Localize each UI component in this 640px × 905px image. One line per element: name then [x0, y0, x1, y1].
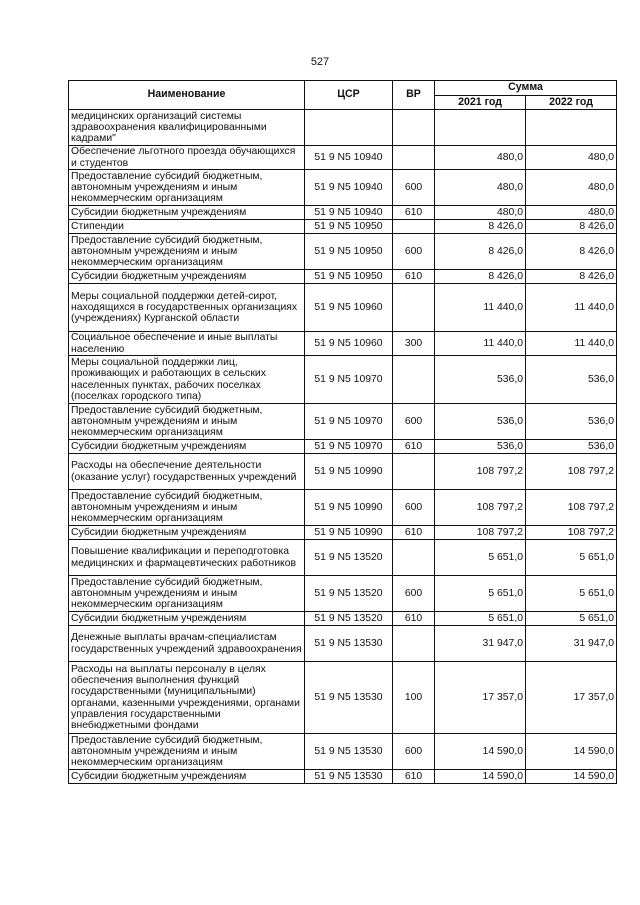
row-csr: 51 9 N5 10970 — [305, 404, 393, 440]
table-row — [69, 284, 617, 332]
row-sum-2022: 108 797,2 — [526, 454, 617, 490]
row-csr: 51 9 N5 13530 — [305, 770, 393, 784]
row-vr: 610 — [393, 270, 435, 284]
row-vr — [393, 454, 435, 490]
row-name: Меры социальной поддержки лиц, проживающих и работающих в сельских населенных пунктах, рабочих поселках (поселках городского типа) — [69, 356, 305, 404]
row-vr: 610 — [393, 526, 435, 540]
row-sum-2022: 480,0 — [526, 146, 617, 170]
row-csr: 51 9 N5 13520 — [305, 612, 393, 626]
row-vr: 600 — [393, 490, 435, 526]
row-sum-2022: 14 590,0 — [526, 734, 617, 770]
row-name: Предоставление субсидий бюджетным, автономным учреждениям и иным некоммерческим организациям — [69, 490, 305, 526]
row-name: Расходы на выплаты персоналу в целях обеспечения выполнения функций государственными (муниципальными) органами, казенными учреждениями, органами управления государственными внебюджетными фондами — [69, 662, 305, 734]
row-csr: 51 9 N5 13520 — [305, 540, 393, 576]
row-name: Субсидии бюджетным учреждениям — [69, 270, 305, 284]
table-row — [69, 206, 617, 220]
row-sum-2021: 11 440,0 — [435, 332, 526, 356]
row-sum-2021: 17 357,0 — [435, 662, 526, 734]
row-sum-2021: 480,0 — [435, 206, 526, 220]
row-vr — [393, 110, 435, 146]
table-row — [69, 404, 617, 440]
table-row — [69, 490, 617, 526]
row-sum-2022: 17 357,0 — [526, 662, 617, 734]
row-sum-2021: 536,0 — [435, 440, 526, 454]
row-vr: 600 — [393, 576, 435, 612]
row-name: Субсидии бюджетным учреждениям — [69, 206, 305, 220]
row-name: Субсидии бюджетным учреждениям — [69, 770, 305, 784]
row-name: Расходы на обеспечение деятельности (оказание услуг) государственных учреждений — [69, 454, 305, 490]
row-csr: 51 9 N5 10950 — [305, 270, 393, 284]
row-csr: 51 9 N5 13530 — [305, 626, 393, 662]
table-row — [69, 146, 617, 170]
row-name: Предоставление субсидий бюджетным, автономным учреждениям и иным некоммерческим организациям — [69, 170, 305, 206]
row-sum-2021: 8 426,0 — [435, 270, 526, 284]
table-row — [69, 170, 617, 206]
row-vr: 600 — [393, 404, 435, 440]
row-vr — [393, 284, 435, 332]
row-name: Предоставление субсидий бюджетным, автономным учреждениям и иным некоммерческим организациям — [69, 734, 305, 770]
row-sum-2022: 11 440,0 — [526, 284, 617, 332]
row-name: Предоставление субсидий бюджетным, автономным учреждениям и иным некоммерческим организациям — [69, 404, 305, 440]
row-sum-2022 — [526, 110, 617, 146]
row-name: Субсидии бюджетным учреждениям — [69, 440, 305, 454]
row-sum-2021: 8 426,0 — [435, 220, 526, 234]
table-row — [69, 612, 617, 626]
row-sum-2022: 480,0 — [526, 170, 617, 206]
row-sum-2021: 536,0 — [435, 356, 526, 404]
row-sum-2021 — [435, 110, 526, 146]
header-vr: ВР — [393, 81, 435, 110]
row-csr — [305, 110, 393, 146]
row-sum-2022: 31 947,0 — [526, 626, 617, 662]
row-sum-2022: 5 651,0 — [526, 612, 617, 626]
row-csr: 51 9 N5 10940 — [305, 146, 393, 170]
header-2021: 2021 год — [435, 96, 526, 110]
table-row — [69, 454, 617, 490]
row-sum-2022: 14 590,0 — [526, 770, 617, 784]
row-csr: 51 9 N5 10970 — [305, 356, 393, 404]
table-row — [69, 770, 617, 784]
row-name: Денежные выплаты врачам-специалистам государственных учреждений здравоохранения — [69, 626, 305, 662]
row-sum-2022: 108 797,2 — [526, 526, 617, 540]
row-sum-2021: 11 440,0 — [435, 284, 526, 332]
row-csr: 51 9 N5 10990 — [305, 490, 393, 526]
row-vr: 610 — [393, 612, 435, 626]
row-sum-2021: 108 797,2 — [435, 454, 526, 490]
table-header — [69, 81, 617, 110]
row-name: Предоставление субсидий бюджетным, автономным учреждениям и иным некоммерческим организациям — [69, 234, 305, 270]
row-sum-2022: 8 426,0 — [526, 234, 617, 270]
row-name: Субсидии бюджетным учреждениям — [69, 526, 305, 540]
row-csr: 51 9 N5 10950 — [305, 234, 393, 270]
row-sum-2022: 480,0 — [526, 206, 617, 220]
row-name: Стипендии — [69, 220, 305, 234]
row-sum-2022: 8 426,0 — [526, 220, 617, 234]
row-name: Повышение квалификации и переподготовка медицинских и фармацевтических работников — [69, 540, 305, 576]
row-name: Социальное обеспечение и иные выплаты населению — [69, 332, 305, 356]
row-vr: 610 — [393, 440, 435, 454]
table-row — [69, 110, 617, 146]
table-row — [69, 332, 617, 356]
row-sum-2022: 5 651,0 — [526, 576, 617, 612]
table-body — [69, 110, 617, 784]
row-csr: 51 9 N5 10940 — [305, 206, 393, 220]
table-row — [69, 576, 617, 612]
row-sum-2021: 5 651,0 — [435, 540, 526, 576]
row-csr: 51 9 N5 13520 — [305, 576, 393, 612]
row-sum-2021: 108 797,2 — [435, 526, 526, 540]
header-sum: Сумма — [435, 81, 617, 96]
row-csr: 51 9 N5 10950 — [305, 220, 393, 234]
page-number: 527 — [310, 56, 330, 68]
row-vr — [393, 540, 435, 576]
row-sum-2021: 14 590,0 — [435, 734, 526, 770]
row-name: медицинских организаций системы здравоохранения квалифицированными кадрами" — [69, 110, 305, 146]
budget-table — [68, 80, 617, 784]
row-name: Меры социальной поддержки детей-сирот, находящихся в государственных организациях (учреждениях) Курганской области — [69, 284, 305, 332]
row-sum-2021: 8 426,0 — [435, 234, 526, 270]
row-name: Предоставление субсидий бюджетным, автономным учреждениям и иным некоммерческим организациям — [69, 576, 305, 612]
row-sum-2022: 8 426,0 — [526, 270, 617, 284]
row-csr: 51 9 N5 10990 — [305, 454, 393, 490]
row-vr: 600 — [393, 734, 435, 770]
row-sum-2022: 5 651,0 — [526, 540, 617, 576]
table-row — [69, 356, 617, 404]
table-row — [69, 662, 617, 734]
row-sum-2021: 480,0 — [435, 170, 526, 206]
row-csr: 51 9 N5 10970 — [305, 440, 393, 454]
row-sum-2021: 14 590,0 — [435, 770, 526, 784]
row-vr: 610 — [393, 206, 435, 220]
table-row — [69, 234, 617, 270]
row-sum-2021: 5 651,0 — [435, 576, 526, 612]
row-csr: 51 9 N5 10960 — [305, 332, 393, 356]
row-vr: 600 — [393, 234, 435, 270]
header-name: Наименование — [69, 81, 305, 110]
table-row — [69, 734, 617, 770]
header-csr: ЦСР — [305, 81, 393, 110]
table-row — [69, 440, 617, 454]
row-sum-2022: 536,0 — [526, 356, 617, 404]
row-vr — [393, 220, 435, 234]
row-csr: 51 9 N5 10960 — [305, 284, 393, 332]
row-sum-2021: 108 797,2 — [435, 490, 526, 526]
table-row — [69, 540, 617, 576]
table-row — [69, 526, 617, 540]
row-sum-2021: 31 947,0 — [435, 626, 526, 662]
row-name: Обеспечение льготного проезда обучающихся и студентов — [69, 146, 305, 170]
row-sum-2021: 480,0 — [435, 146, 526, 170]
row-sum-2022: 536,0 — [526, 440, 617, 454]
row-sum-2022: 536,0 — [526, 404, 617, 440]
row-vr — [393, 356, 435, 404]
table-row — [69, 270, 617, 284]
row-sum-2022: 11 440,0 — [526, 332, 617, 356]
row-vr: 610 — [393, 770, 435, 784]
row-csr: 51 9 N5 10990 — [305, 526, 393, 540]
row-sum-2021: 5 651,0 — [435, 612, 526, 626]
row-vr — [393, 626, 435, 662]
row-vr — [393, 146, 435, 170]
row-sum-2021: 536,0 — [435, 404, 526, 440]
table-row — [69, 626, 617, 662]
row-csr: 51 9 N5 13530 — [305, 662, 393, 734]
row-sum-2022: 108 797,2 — [526, 490, 617, 526]
row-csr: 51 9 N5 13530 — [305, 734, 393, 770]
header-2022: 2022 год — [526, 96, 617, 110]
row-vr: 300 — [393, 332, 435, 356]
table-row — [69, 220, 617, 234]
row-name: Субсидии бюджетным учреждениям — [69, 612, 305, 626]
row-vr: 600 — [393, 170, 435, 206]
row-csr: 51 9 N5 10940 — [305, 170, 393, 206]
row-vr: 100 — [393, 662, 435, 734]
